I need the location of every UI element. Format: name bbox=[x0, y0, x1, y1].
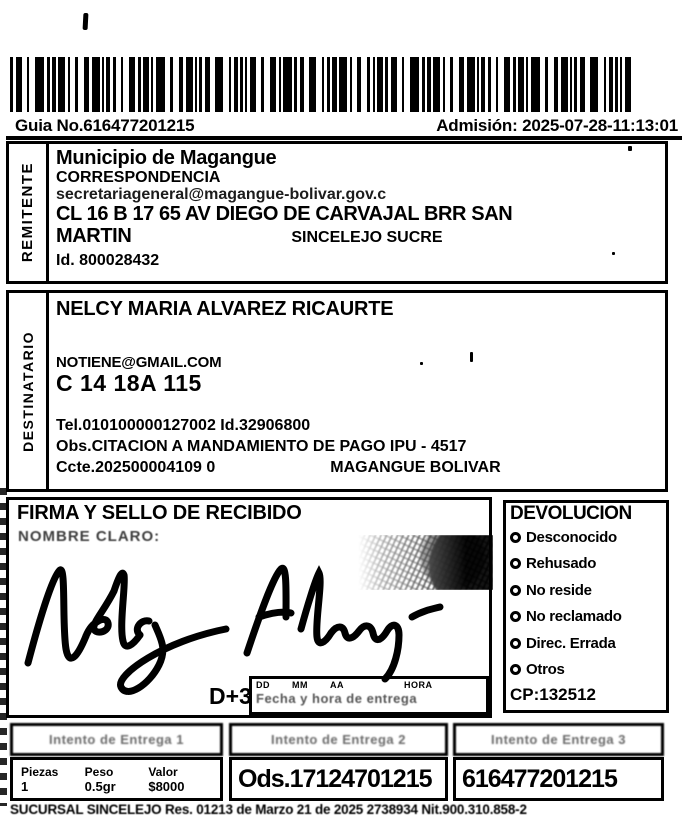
recipient-city: MAGANGUE BOLIVAR bbox=[330, 459, 501, 476]
recipient-section bbox=[6, 290, 668, 492]
guide-number-label: Guia No.616477201215 bbox=[15, 116, 195, 135]
radio-icon bbox=[510, 532, 521, 543]
scan-dot bbox=[628, 146, 632, 151]
recipient-address: C 14 18A 115 bbox=[56, 370, 202, 396]
ods-number-box bbox=[229, 757, 448, 801]
guide-header bbox=[6, 114, 682, 140]
scan-mark bbox=[83, 13, 89, 30]
devolution-option-direc-errada: Direc. Errada bbox=[510, 630, 662, 657]
branch-footer: SUCURSAL SINCELEJO Res. 01213 de Marzo 21 de 2025 2738934 Nit.900.310.858-2 bbox=[10, 802, 527, 817]
radio-icon bbox=[510, 611, 521, 622]
recipient-ccte: Ccte.202500004109 0 bbox=[56, 459, 216, 476]
guide-number-box bbox=[453, 757, 664, 801]
year-label: AA bbox=[330, 680, 344, 690]
hour-label: HORA bbox=[404, 680, 433, 690]
recipient-signature bbox=[14, 535, 484, 695]
recipient-label-cell bbox=[9, 293, 49, 489]
radio-icon bbox=[510, 664, 521, 675]
weight-value: 0.5gr bbox=[84, 778, 116, 794]
attempt-1-header: Intento de Entrega 1 bbox=[10, 723, 223, 756]
devolution-option-no-reside: No reside bbox=[510, 577, 662, 604]
delivery-datetime-box bbox=[249, 676, 489, 715]
month-label: MM bbox=[292, 680, 308, 690]
scan-edge-noise bbox=[0, 488, 7, 806]
recipient-section-label: DESTINATARIO bbox=[19, 330, 36, 452]
devolution-section bbox=[503, 500, 669, 713]
sender-department: CORRESPONDENCIA bbox=[56, 169, 221, 186]
sender-section-label: REMITENTE bbox=[19, 162, 36, 263]
attempt-3-header: Intento de Entrega 3 bbox=[453, 723, 664, 756]
recipient-name: NELCY MARIA ALVAREZ RICAURTE bbox=[56, 298, 394, 320]
value-label: Valor bbox=[148, 764, 178, 779]
radio-icon bbox=[510, 558, 521, 569]
clear-name-label: NOMBRE CLARO: bbox=[18, 528, 161, 545]
radio-icon bbox=[510, 638, 521, 649]
recipient-tel-id: Tel.010100000127002 Id.32906800 bbox=[56, 417, 311, 434]
devolution-option-no-reclamado: No reclamado bbox=[510, 604, 662, 631]
sender-email: secretariageneral@magangue-bolivar.gov.c bbox=[56, 186, 387, 203]
devolution-option-rehusado: Rehusado bbox=[510, 551, 662, 578]
devolution-option-desconocido: Desconocido bbox=[510, 524, 662, 551]
signature-section bbox=[6, 497, 492, 718]
postal-code: CP:132512 bbox=[510, 685, 597, 704]
d-plus-3-label: D+3 bbox=[209, 683, 252, 709]
radio-icon bbox=[510, 585, 521, 596]
devolution-option-otros: Otros bbox=[510, 657, 662, 684]
sender-id: Id. 800028432 bbox=[56, 252, 160, 269]
admission-timestamp: Admisión: 2025-07-28-11:13:01 bbox=[436, 116, 678, 135]
signature-section-title: FIRMA Y SELLO DE RECIBIDO bbox=[17, 502, 302, 524]
recipient-observations: Obs.CITACION A MANDAMIENTO DE PAGO IPU - 4517 bbox=[56, 438, 467, 455]
attempt-2-header: Intento de Entrega 2 bbox=[229, 723, 448, 756]
value-value: $8000 bbox=[148, 778, 185, 794]
weight-label: Peso bbox=[84, 764, 114, 779]
barcode bbox=[10, 57, 642, 112]
package-info-box bbox=[10, 757, 223, 801]
guide-number: 616477201215 bbox=[462, 764, 617, 793]
pieces-label: Piezas bbox=[21, 764, 59, 779]
scan-dot bbox=[470, 352, 473, 362]
scan-dot bbox=[420, 362, 423, 365]
sender-section bbox=[6, 141, 668, 284]
pieces-value: 1 bbox=[21, 778, 29, 794]
ods-number: Ods.17124701215 bbox=[238, 764, 432, 793]
devolution-title: DEVOLUCION bbox=[510, 503, 632, 524]
sender-city: SINCELEJO SUCRE bbox=[291, 229, 443, 246]
day-label: DD bbox=[256, 680, 270, 690]
scan-dot bbox=[612, 252, 615, 255]
sender-address-line1: CL 16 B 17 65 AV DIEGO DE CARVAJAL BRR SAN bbox=[56, 203, 513, 225]
delivery-datetime-caption: Fecha y hora de entrega bbox=[256, 691, 418, 706]
sender-name: Municipio de Magangue bbox=[56, 147, 277, 169]
recipient-email: NOTIENE@GMAIL.COM bbox=[56, 354, 222, 371]
sender-address-line2: MARTIN bbox=[56, 225, 132, 247]
sender-label-cell bbox=[9, 144, 49, 281]
